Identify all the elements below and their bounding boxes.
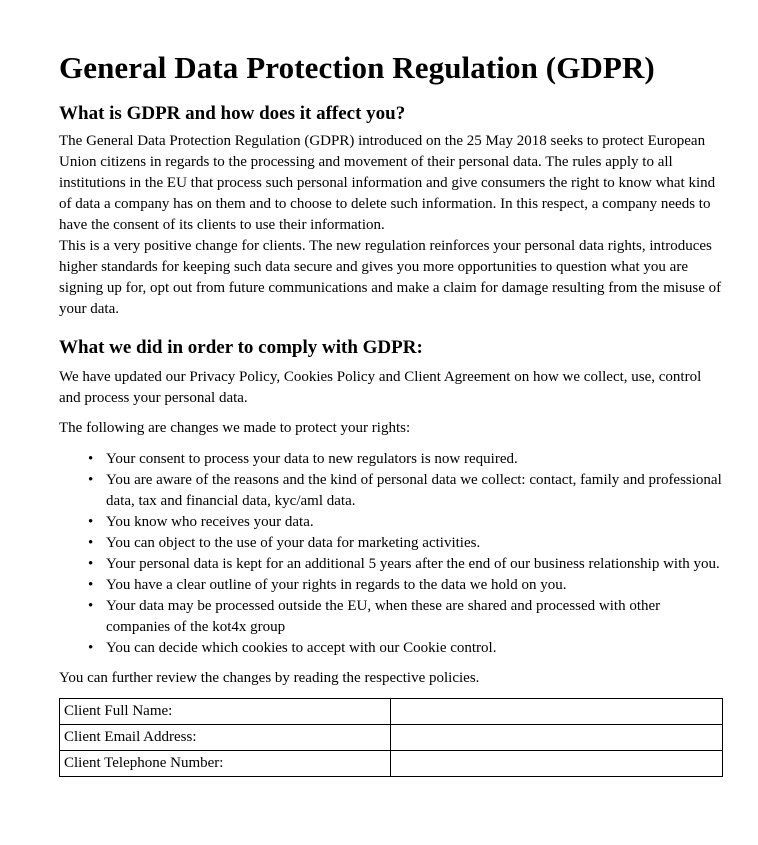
section-heading-compliance: What we did in order to comply with GDPR: <box>59 337 423 358</box>
bullet-icon: • <box>88 451 94 467</box>
list-item: • You can decide which cookies to accept with our Cookie control. <box>88 638 723 659</box>
bullet-icon: • <box>88 556 94 572</box>
client-telephone-field[interactable] <box>390 751 722 777</box>
client-telephone-label: Client Telephone Number: <box>60 751 391 777</box>
changes-intro-paragraph: The following are changes we made to protect your rights: <box>59 420 411 436</box>
policy-update-paragraph: We have updated our Privacy Policy, Cookies Policy and Client Agreement on how we collect, use, control and process your personal data. <box>59 369 702 406</box>
bullet-icon: • <box>88 514 94 530</box>
closing-paragraph: You can further review the changes by reading the respective policies. <box>59 670 480 686</box>
client-full-name-label: Client Full Name: <box>60 699 391 725</box>
table-row <box>60 725 723 751</box>
bullet-icon: • <box>88 472 94 488</box>
list-item: • You know who receives your data. <box>88 512 723 533</box>
section-heading-what-is-gdpr: What is GDPR and how does it affect you? <box>59 103 406 124</box>
gdpr-positive-change-paragraph: This is a very positive change for clients. The new regulation reinforces your personal data rights, introduces higher standards for keeping such data secure and gives you more opportunities to question what you are signing up for, opt out from future communications and make a claim for damage resulting from the misuse of your data. <box>59 238 722 317</box>
list-item: • You have a clear outline of your rights in regards to the data we hold on you. <box>88 575 723 596</box>
list-item: • You can object to the use of your data for marketing activities. <box>88 533 723 554</box>
bullet-icon: • <box>88 577 94 593</box>
list-item: • Your consent to process your data to new regulators is now required. <box>88 449 723 470</box>
table-row <box>60 699 723 725</box>
page-title: General Data Protection Regulation (GDPR) <box>59 50 655 85</box>
client-details-table <box>59 698 723 777</box>
client-email-label: Client Email Address: <box>60 725 391 751</box>
bullet-icon: • <box>88 598 94 614</box>
table-row <box>60 751 723 777</box>
gdpr-intro-paragraph: The General Data Protection Regulation (GDPR) introduced on the 25 May 2018 seeks to protect European Union citizens in regards to the processing and movement of their personal data. The rules apply to all institutions in the EU that process such personal information and give consumers the right to know what kind of data a company has on them and to choose to delete such information. In this respect, a company needs to have the consent of its clients to use their information. <box>59 133 716 233</box>
client-full-name-field[interactable] <box>390 699 722 725</box>
client-email-field[interactable] <box>390 725 722 751</box>
bullet-icon: • <box>88 535 94 551</box>
list-item: • You are aware of the reasons and the kind of personal data we collect: contact, family and professional data, tax and financial data, kyc/aml data. <box>88 472 722 509</box>
list-item: • Your personal data is kept for an additional 5 years after the end of our business relationship with you. <box>88 554 723 575</box>
rights-list <box>59 449 723 659</box>
bullet-icon: • <box>88 640 94 656</box>
list-item: • Your data may be processed outside the EU, when these are shared and processed with other companies of the kot4x group <box>88 598 661 635</box>
